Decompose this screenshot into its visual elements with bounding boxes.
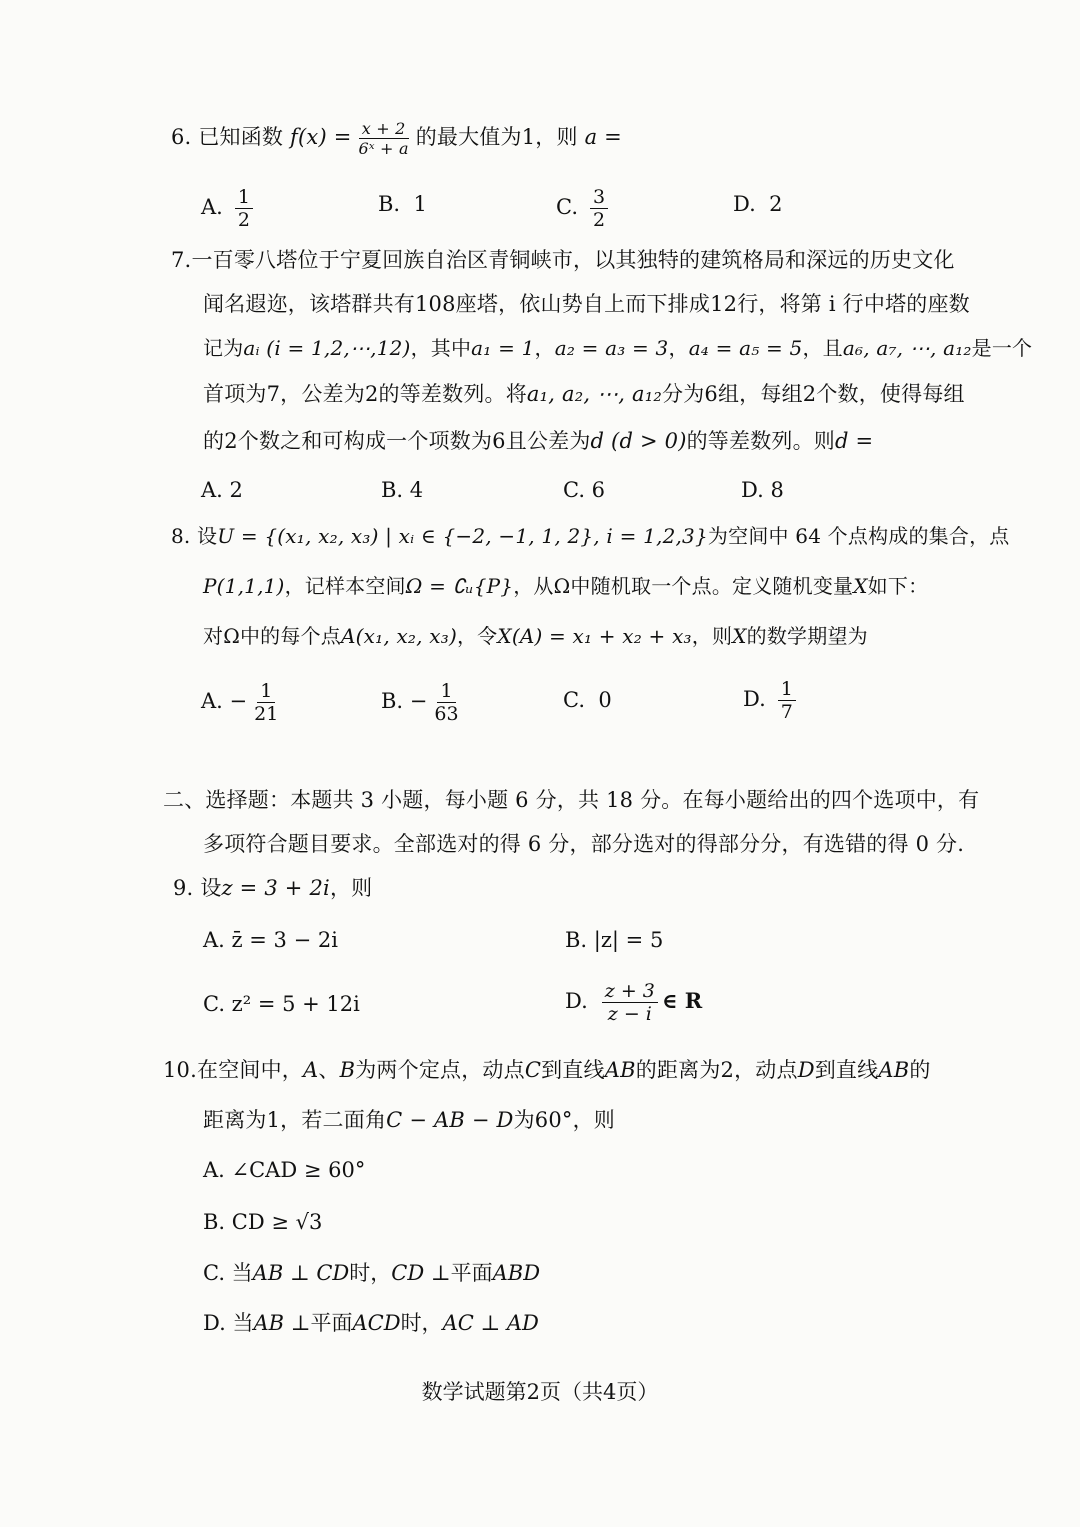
question-number: 8.	[171, 524, 191, 548]
question-9-stem: 9. 设z = 3 + 2i，则	[173, 876, 373, 900]
section-2-line-2: 多项符合题目要求。全部选对的得 6 分，部分选对的得部分分，有选错的得 0 分.	[203, 832, 965, 856]
question-7-option-a: A. 2	[201, 478, 243, 502]
question-10-option-c: C. 当AB ⊥ CD时，CD ⊥平面ABD	[203, 1261, 541, 1285]
question-6-option-d: D. 2	[733, 192, 783, 216]
question-6-option-b: B. 1	[378, 192, 427, 216]
question-8-line-1: 8. 设U = {(x₁, x₂, x₃) | xᵢ ∈ {−2, −1, 1, 2}, i = 1,2,3}为空间中 64 个点构成的集合，点	[171, 524, 1010, 548]
fraction: $\frac{x + 2}{\text{6ˣ + a}}$	[358, 119, 409, 158]
question-7-option-b: B. 4	[381, 478, 424, 502]
question-number: 7.	[171, 248, 192, 272]
question-10-option-d: D. 当AB ⊥平面ACD时，AC ⊥ AD	[203, 1311, 539, 1335]
question-10-line-2: 距离为1，若二面角C − AB − D为60°，则	[203, 1108, 615, 1132]
question-7-line-1: 7.一百零八塔位于宁夏回族自治区青铜峡市，以其独特的建筑格局和深远的历史文化	[171, 248, 955, 272]
section-2-line-1: 二、选择题：本题共 3 小题，每小题 6 分，共 18 分。在每小题给出的四个选项中，有	[163, 788, 980, 812]
question-6-option-c: C. $\frac{3}{2}$	[556, 186, 612, 231]
question-9-option-a: A. z̄ = 3 − 2i	[203, 928, 338, 952]
question-9-option-b: B. |z| = 5	[565, 928, 664, 952]
question-8-option-a: A. − $\frac{1}{21}$	[201, 680, 279, 725]
question-7-option-c: C. 6	[563, 478, 606, 502]
question-8-line-3: 对Ω中的每个点A(x₁, x₂, x₃)，令X(A) = x₁ + x₂ + x₃，则X的数学期望为	[203, 624, 868, 648]
question-8-line-2: P(1,1,1)，记样本空间Ω = ∁ᵤ{P}，从Ω中随机取一个点。定义随机变量X如下：	[203, 574, 929, 598]
question-number: 6.	[171, 125, 192, 149]
question-7-line-3: 记为aᵢ (i = 1,2,⋯,12)，其中a₁ = 1，a₂ = a₃ = 3，a₄ = a₅ = 5，且a₆, a₇, ⋯, a₁₂是一个	[203, 336, 1033, 360]
question-8-option-b: B. − $\frac{1}{63}$	[381, 680, 459, 725]
question-10-line-1: 10.在空间中，A、B为两个定点，动点C到直线AB的距离为2，动点D到直线AB的	[163, 1058, 931, 1082]
question-7-line-5: 的2个数之和可构成一个项数为6且公差为d (d > 0)的等差数列。则d =	[203, 429, 874, 453]
question-number: 10.	[163, 1058, 197, 1082]
question-number: 9.	[173, 876, 194, 900]
question-9-option-d: D. $\frac{z + 3}{z - i}$ ∈ R	[565, 980, 703, 1025]
page-footer: 数学试题第2页（共4页）	[421, 1380, 659, 1404]
question-10-option-b: B. CD ≥ √3	[203, 1210, 323, 1234]
question-7-line-4: 首项为7，公差为2的等差数列。将a₁, a₂, ⋯, a₁₂分为6组，每组2个数，使得每组	[203, 382, 965, 406]
question-6-stem: 6. 已知函数 f(x) = $\frac{x + 2}{\text{6ˣ + a}}$ 的最大值为1，则 a =	[171, 119, 622, 158]
question-9-option-c: C. z² = 5 + 12i	[203, 992, 360, 1016]
question-8-option-c: C. 0	[563, 688, 612, 712]
question-8-option-d: D. $\frac{1}{7}$	[743, 678, 800, 723]
question-7-line-2: 闻名遐迩，该塔群共有108座塔，依山势自上而下排成12行，将第 i 行中塔的座数	[203, 292, 970, 316]
question-10-option-a: A. ∠CAD ≥ 60°	[203, 1158, 366, 1182]
question-7-option-d: D. 8	[741, 478, 784, 502]
question-6-option-a: A. $\frac{1}{2}$	[201, 186, 257, 231]
